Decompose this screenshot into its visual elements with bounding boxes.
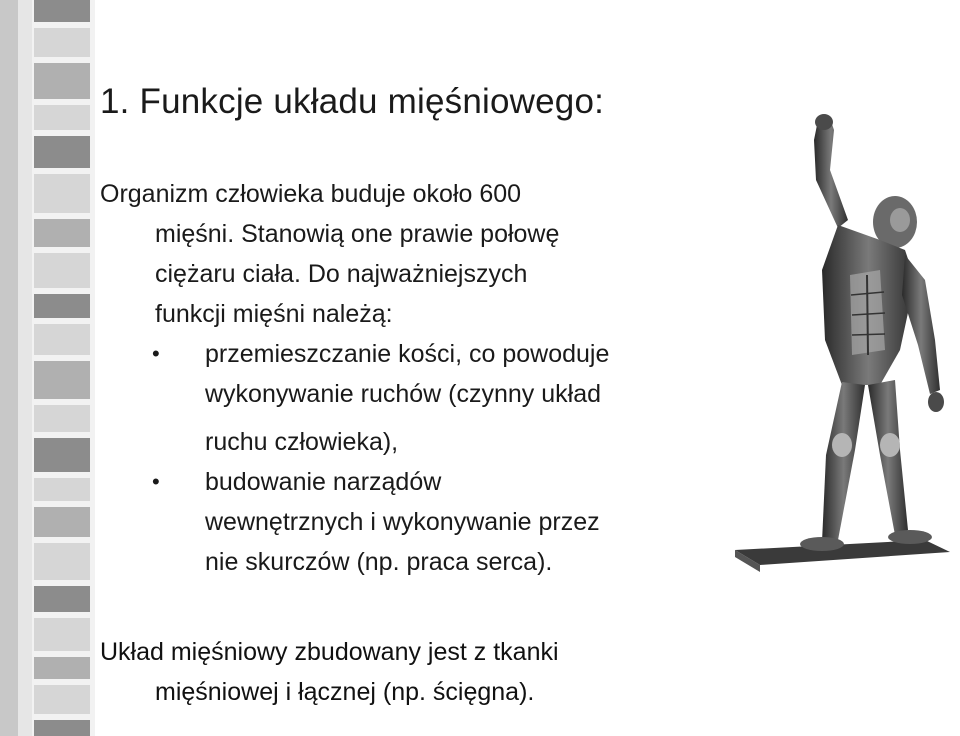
function-list xyxy=(100,334,700,582)
bullet-icon: • xyxy=(152,341,160,366)
list-item xyxy=(100,334,700,462)
bullet-2-line-1: budowanie narządów xyxy=(205,468,442,496)
closing-line-2: mięśniowej i łącznej (np. ścięgna). xyxy=(155,678,535,706)
intro-paragraph xyxy=(100,174,700,334)
intro-line-4: funkcji mięśni należą: xyxy=(155,300,393,328)
intro-line-1: Organizm człowieka buduje około 600 xyxy=(100,180,522,208)
bullet-1-line-3: ruchu człowieka), xyxy=(205,428,399,456)
slide-title: 1. Funkcje układu mięśniowego: xyxy=(100,82,605,121)
slide-body xyxy=(100,174,700,582)
list-item xyxy=(100,462,700,582)
bullet-1-line-1: przemieszczanie kości, co powoduje xyxy=(205,340,610,368)
decorative-stripe-band xyxy=(0,0,105,736)
closing-paragraph xyxy=(100,632,720,712)
intro-line-2: mięśni. Stanowią one prawie połowę xyxy=(155,220,560,248)
closing-line-1: Układ mięśniowy zbudowany jest z tkanki xyxy=(100,638,559,666)
intro-line-3: ciężaru ciała. Do najważniejszych xyxy=(155,260,528,288)
muscle-figure-image xyxy=(730,110,955,610)
bullet-2-line-3: nie skurczów (np. praca serca). xyxy=(205,548,553,576)
bullet-icon: • xyxy=(152,469,160,494)
bullet-1-line-2: wykonywanie ruchów (czynny układ xyxy=(205,380,602,408)
bullet-2-line-2: wewnętrznych i wykonywanie przez xyxy=(205,508,600,536)
